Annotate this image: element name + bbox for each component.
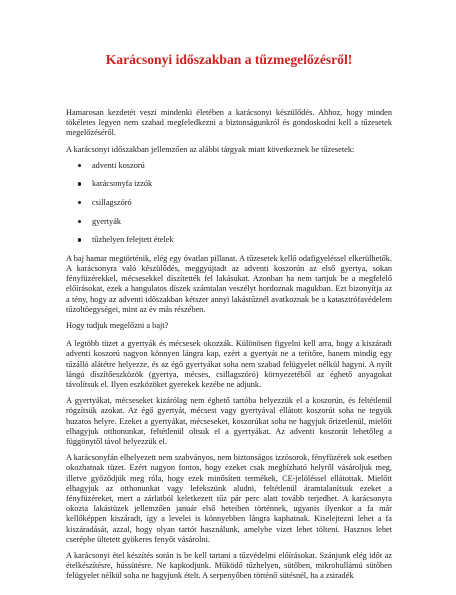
lights-paragraph: A karácsonyfán elhelyezett nem szabványos, nem biztonságos izzósorok, fényfüzérek sok esetben okozhatnak tüzet. Ezért nagyon fontos, hogy ezeket csak megbízható helyről vásároljuk meg, illetve győződjük meg róla, hogy ezek minősített termékek, CE-jelöléssel ellátottak. Mielőtt elhagyjuk az otthonunkat vagy lefekszünk aludni, feltétlenül áramtalanítsuk ezeket a fényfüzéreket, mert a zárlatból keletkezett tűz pár perc alatt tovább terjedhet. A karácsonyra okozta lakástüzek jellemzően január első heteiben történnek, ugyanis ilyenkor a fa már kellőképpen kiszáradt, így a levelei is könnyebben lángra kaphatnak. Kiselejtezni lehet a fa kiszáradását, azzal, hogy olyan tartót használunk, amelybe vizet lehet tölteni. Hasznos lehet cserépbe ültetett gyökeres fenyőt vásárolni. (66, 453, 392, 544)
bullet-icon (78, 220, 81, 223)
candle-holders-paragraph: A gyertyákat, mécseseket kizárólag nem éghető tartóba helyezzük el a koszorún, és feltétlenül rögzítsük azokat. Az égő gyertyát, mécsest vagy gyertyával ellátott koszorút soha ne tegyük huzatos helyre. Ezeket a gyertyákat, mécseseket, koszorúkat soha ne hagyjuk őrizetlenül, mielőtt elhagyjuk otthonunkat, feltétlenül oltsuk el a gyertyákat. Az adventi koszorút lehetőleg a függönytől távol helyezzük el. (66, 396, 392, 447)
list-item-text: csillagszóró (92, 198, 132, 207)
list-item-text: karácsonyfa izzók (92, 179, 153, 189)
list-item (92, 217, 392, 227)
list-intro-paragraph: A karácsonyi időszakban jellemzően az alábbi tárgyak miatt következnek be tűzesetek: (66, 144, 355, 154)
bullet-icon (78, 164, 81, 167)
context-paragraph: A baj hamar megtörténik, elég egy óvatlan pillanat. A tűzesetek kellő odafigyeléssel elkerülhetők. A karácsonyra való készülődés, meggyújtadt az adventi koszorún az első gyertya, sokan fényfüzérekkel, mécsesekkel díszítették fel lakásukat. Azonban ha nem tartjuk be a megfelelő előírásokat, ezek a hangulatos díszek számtalan veszélyt hordoznak magukban. Ezt bizonyítja az a tény, hogy az adventi időszakban kétszer annyi lakástűznél avatkoznak be a katasztrófavédelem tűzoltóegységei, mint az év más részében. (66, 253, 392, 314)
list-item-text: adventi koszorú (92, 160, 145, 170)
bullet-icon (78, 238, 81, 241)
list-item-text: tűzhelyen felejtett ételek (92, 235, 174, 245)
cooking-paragraph: A karácsonyi étel készítés során is be kell tartani a tűzvédelmi előírásokat. Szánjunk elég időt az ételkészítésre, hússütésre. Ne kapkodjunk. Működő tűzhelyen, sütőben, mikrohullámú sütőben felügyelet nélkül soha ne hagyjunk ételt. A serpenyőben történő sütésnél, ha a zsiradék (66, 551, 392, 581)
hazard-list (66, 161, 392, 245)
bullet-icon (78, 201, 81, 204)
document-title: Karácsonyi időszakban a tűzmegelőzésről! (105, 52, 353, 67)
question-heading: Hogy tudjuk megelőzni a bajt? (66, 321, 169, 330)
list-item (92, 198, 392, 208)
list-item (92, 161, 392, 171)
list-item-text: gyertyák (92, 216, 122, 226)
list-item (92, 179, 392, 189)
list-item (92, 235, 392, 245)
bullet-icon (78, 182, 81, 185)
candles-paragraph: A legtöbb tüzet a gyertyák és mécsesek okozzák. Különösen figyelni kell arra, hogy a kiszáradt adventi koszorú nagyon könnyen lángra kap, ezért a gyertyát ne a terítőre, hanem mindig egy tűzálló alátétre helyezze, és az égő gyertyákat soha nem szabad felügyelet nélkül hagyni. A nyílt lángú díszítőeszközök (gyertya, mécses, csillagszóró) környezetéből az éghető anyagokat távolítsuk el. Ilyen eszközöket gyerekek kezébe ne adjunk. (66, 339, 392, 390)
intro-paragraph: Hamarosan kezdetét veszi mindenki életében a karácsonyi készülődés. Ahhoz, hogy minden tökéletes legyen nem szabad megfeledkezni a biztonságunkról és gondoskodni kell a tűzesetek megelőzéséről. (66, 108, 392, 138)
